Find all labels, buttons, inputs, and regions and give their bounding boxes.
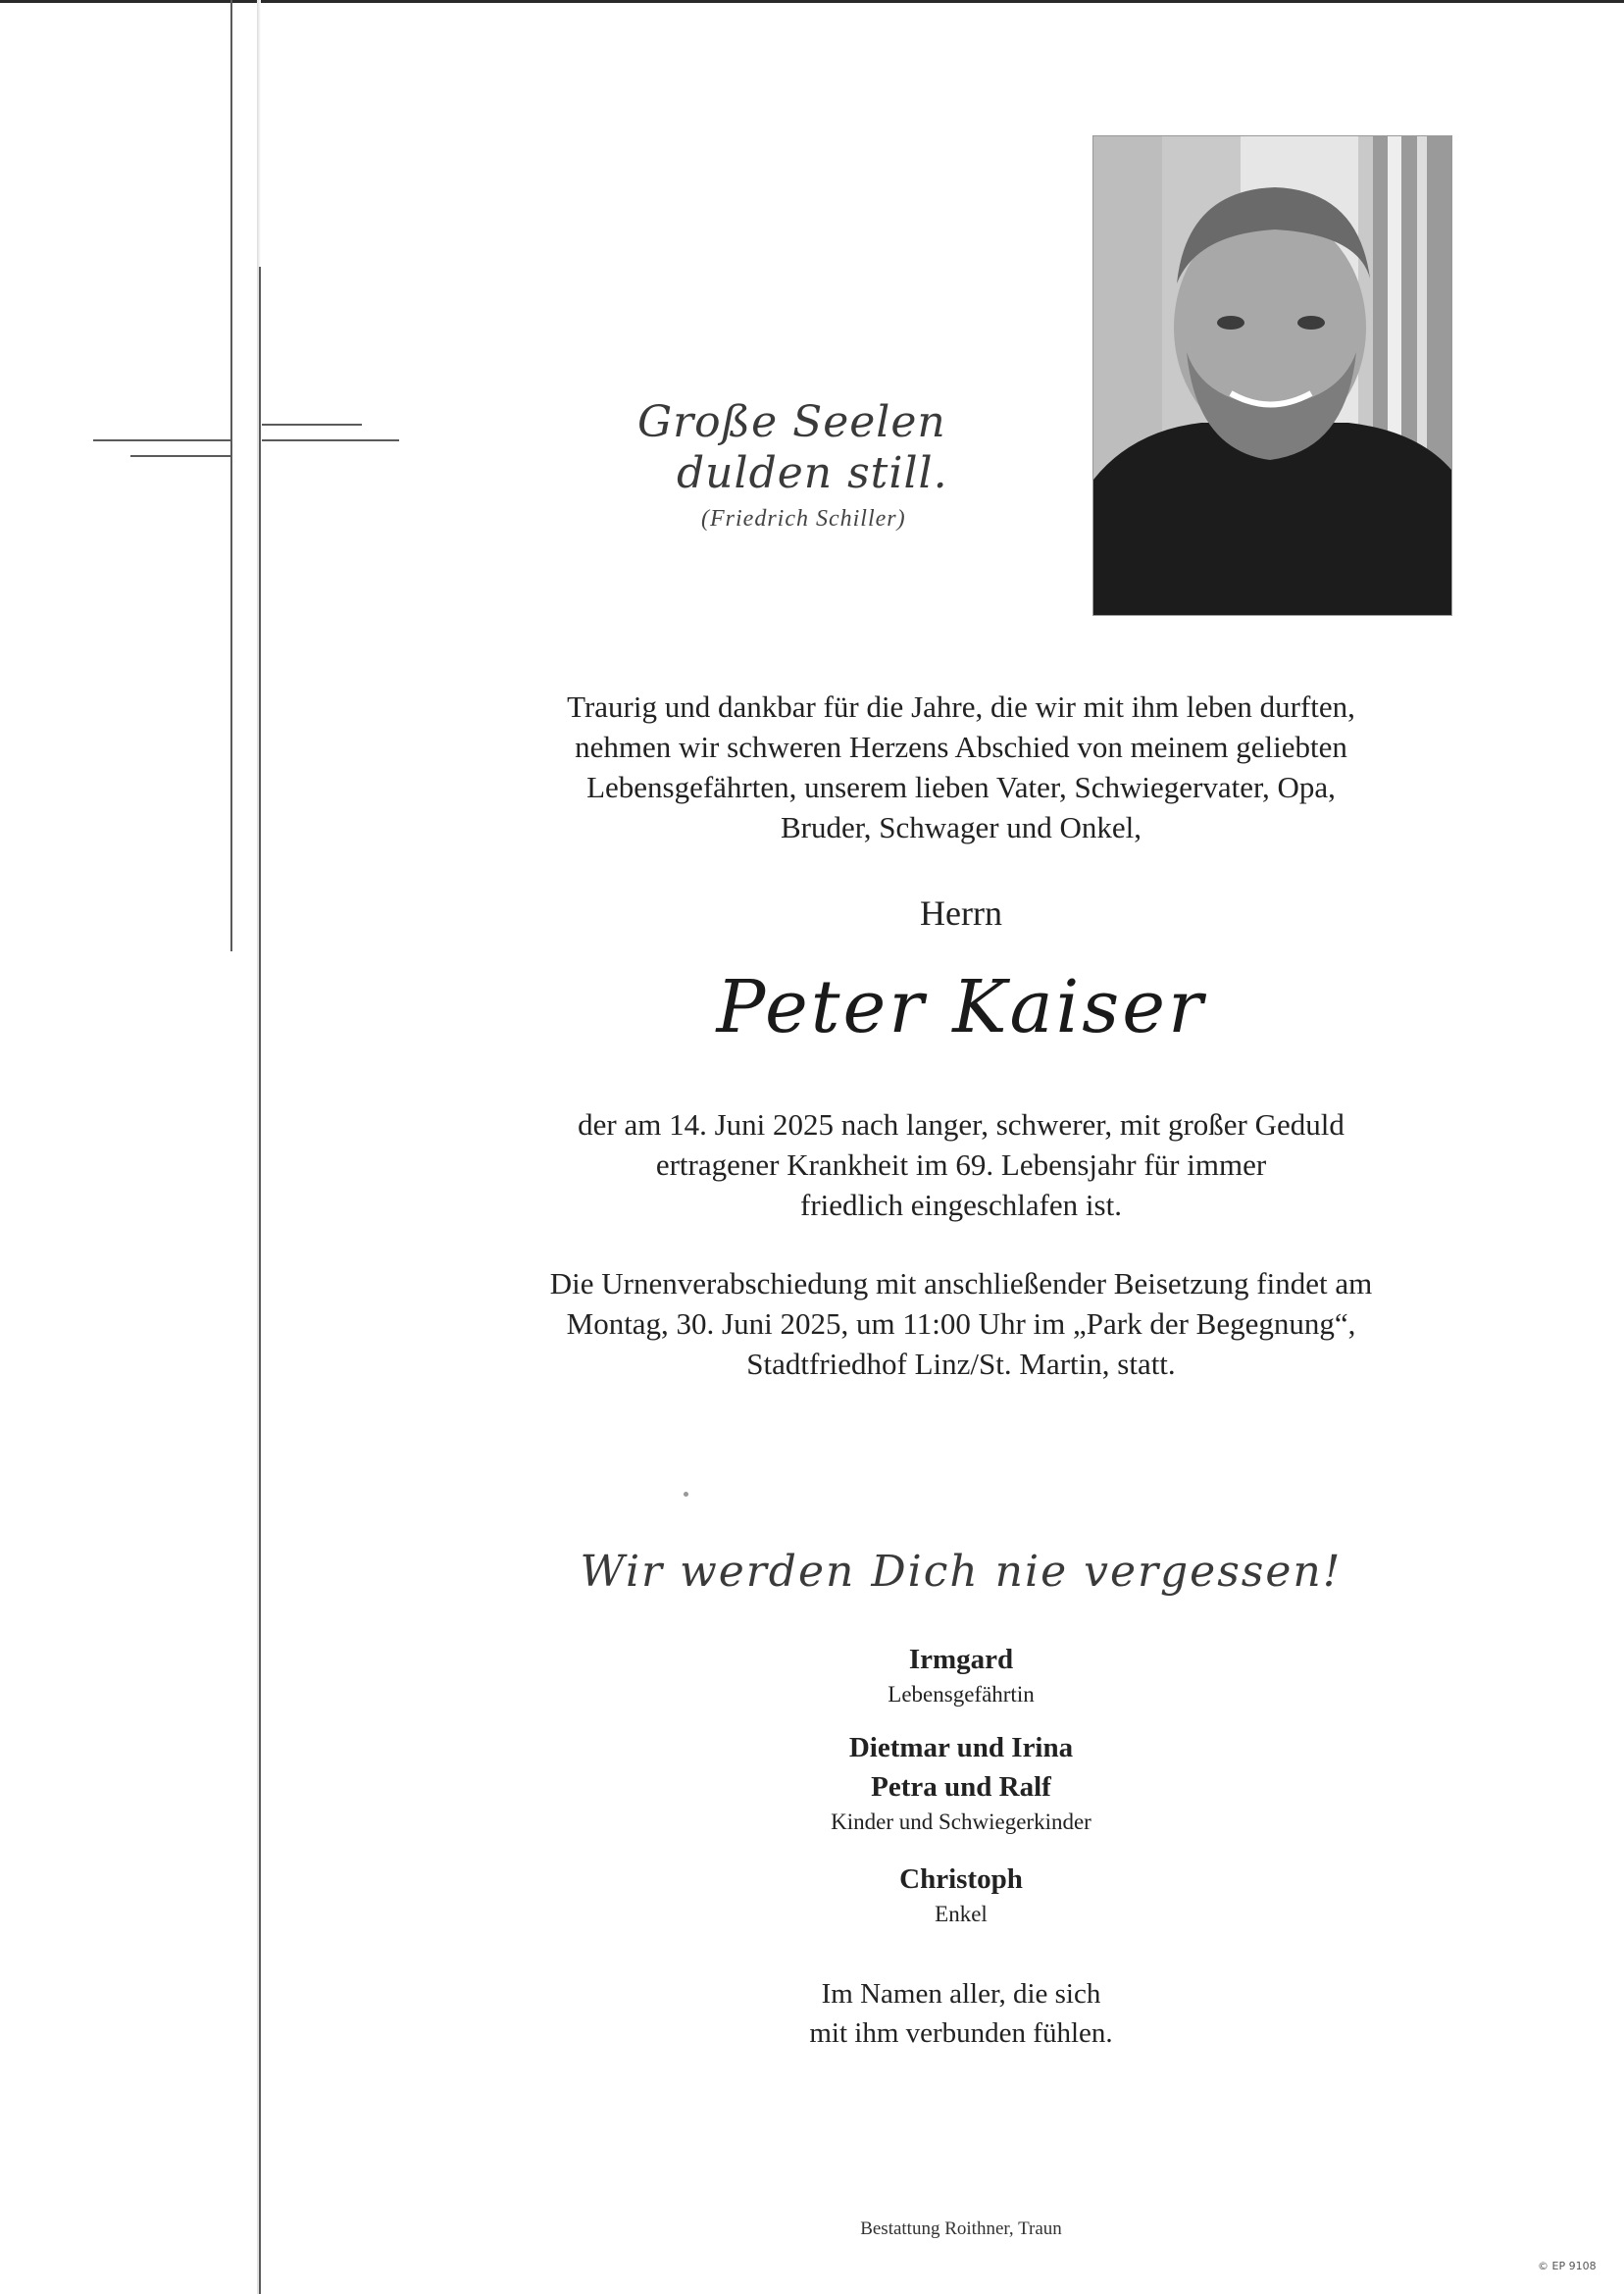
death-line: der am 14. Juni 2025 nach langer, schwerer, mit großer Geduld	[578, 1107, 1345, 1142]
family-name: Petra und Ralf	[871, 1771, 1051, 1803]
closing-line: mit ihm verbunden fühlen.	[809, 2017, 1113, 2049]
death-line: friedlich eingeschlafen ist.	[800, 1188, 1122, 1222]
death-notice	[451, 1104, 1471, 1225]
undertaker: Bestattung Roithner, Traun	[860, 2218, 1062, 2239]
intro-line: Lebensgefährten, unserem lieben Vater, Schwiegervater, Opa,	[586, 770, 1336, 804]
ceremony-line: Die Urnenverabschiedung mit anschließender Beisetzung findet am	[549, 1266, 1373, 1300]
family-relation: Lebensgefährtin	[888, 1682, 1035, 1707]
family-name: Dietmar und Irina	[848, 1732, 1074, 1763]
closing-line: Im Namen aller, die sich	[821, 1978, 1101, 2010]
print-code: © EP 9108	[1538, 2260, 1597, 2272]
family-relation: Enkel	[935, 1902, 988, 1926]
intro-line: Traurig und dankbar für die Jahre, die wir mit ihm leben durften,	[567, 689, 1355, 724]
intro-text	[451, 687, 1471, 847]
intro-line: Bruder, Schwager und Onkel,	[780, 810, 1142, 844]
salutation: Herrn	[920, 893, 1002, 933]
ceremony-info	[451, 1263, 1471, 1384]
ceremony-line: Montag, 30. Juni 2025, um 11:00 Uhr im „Park der Begegnung“,	[566, 1306, 1356, 1341]
family-group-partner	[451, 1640, 1471, 1710]
speck	[684, 1492, 688, 1497]
family-relation: Kinder und Schwiegerkinder	[831, 1810, 1091, 1834]
deceased-name: Peter Kaiser	[716, 965, 1206, 1049]
quote-line-1: Große Seelen	[637, 397, 946, 447]
top-border	[0, 0, 1624, 3]
family-name: Christoph	[899, 1863, 1023, 1895]
quote-line-2: dulden still.	[677, 448, 948, 498]
portrait-photo	[1093, 136, 1451, 615]
closing-text	[451, 1974, 1471, 2053]
death-line: ertragener Krankheit im 69. Lebensjahr für immer	[655, 1147, 1267, 1182]
ceremony-line: Stadtfriedhof Linz/St. Martin, statt.	[746, 1347, 1176, 1381]
family-group-grandchildren	[451, 1860, 1471, 1930]
motto: Wir werden Dich nie vergessen!	[580, 1547, 1343, 1597]
quote-author: (Friedrich Schiller)	[701, 506, 906, 532]
family-group-children	[451, 1728, 1471, 1838]
quote-block	[637, 397, 990, 535]
family-name: Irmgard	[908, 1644, 1014, 1675]
intro-line: nehmen wir schweren Herzens Abschied von meinem geliebten	[575, 730, 1347, 764]
